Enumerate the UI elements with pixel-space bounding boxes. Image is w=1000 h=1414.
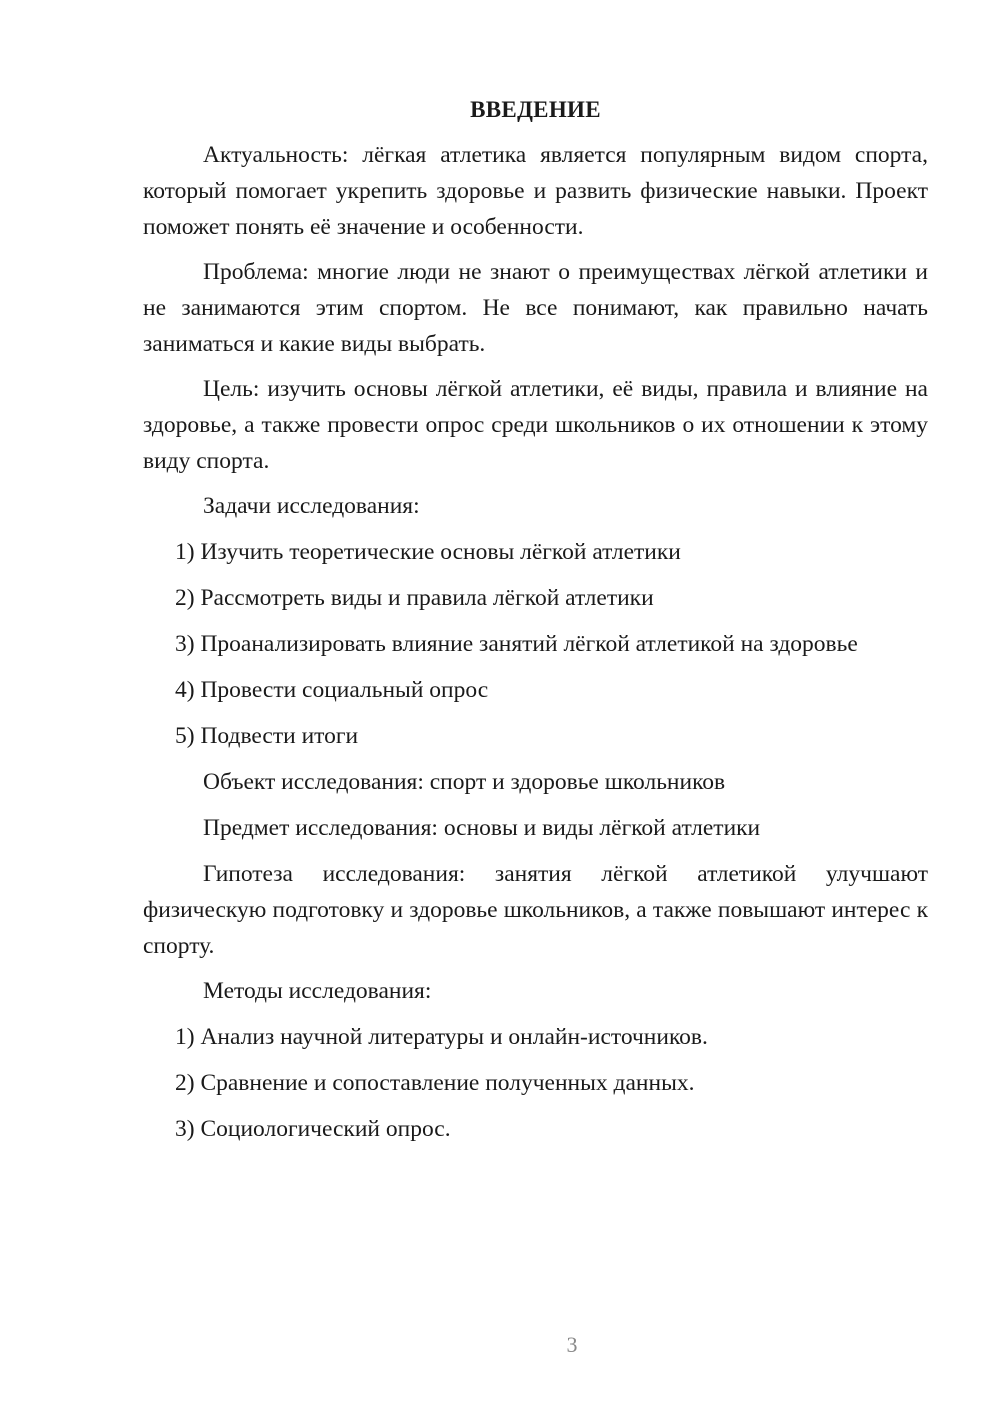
page-title: ВВЕДЕНИЕ: [470, 97, 601, 122]
page-number: 3: [566, 1332, 578, 1357]
object-line: Объект исследования: спорт и здоровье школьников: [203, 769, 726, 795]
tasks-list: [143, 534, 928, 754]
hypothesis-paragraph: Гипотеза исследования: занятия лёгкой атлетикой улучшают физическую подготовку и здоровье школьников, а также повышают интерес к спорту.: [143, 861, 928, 959]
list-item: 4) Провести социальный опрос: [175, 677, 489, 703]
list-item: 5) Подвести итоги: [175, 723, 359, 749]
list-item: 2) Рассмотреть виды и правила лёгкой атлетики: [175, 585, 654, 611]
list-item: 3) Социологический опрос.: [175, 1116, 451, 1142]
problem-paragraph: Проблема: многие люди не знают о преимуществах лёгкой атлетики и не занимаются этим спортом. Не все понимают, как правильно начать заниматься и какие виды выбрать.: [143, 259, 928, 357]
subject-line: Предмет исследования: основы и виды лёгкой атлетики: [203, 815, 761, 841]
list-item: 2) Сравнение и сопоставление полученных данных.: [175, 1070, 695, 1096]
list-item: 1) Анализ научной литературы и онлайн-источников.: [175, 1024, 708, 1050]
page-content: [143, 92, 928, 1157]
list-item: 1) Изучить теоретические основы лёгкой атлетики: [175, 539, 681, 565]
methods-list: [143, 1019, 928, 1147]
methods-heading: Методы исследования:: [203, 978, 432, 1004]
relevance-paragraph: Актуальность: лёгкая атлетика является популярным видом спорта, который помогает укрепить здоровье и развить физические навыки. Проект поможет понять её значение и особенности.: [143, 142, 928, 240]
list-item: 3) Проанализировать влияние занятий лёгкой атлетикой на здоровье: [175, 631, 858, 657]
goal-paragraph: Цель: изучить основы лёгкой атлетики, её виды, правила и влияние на здоровье, а также провести опрос среди школьников о их отношении к этому виду спорта.: [143, 376, 928, 474]
tasks-heading: Задачи исследования:: [203, 493, 420, 519]
